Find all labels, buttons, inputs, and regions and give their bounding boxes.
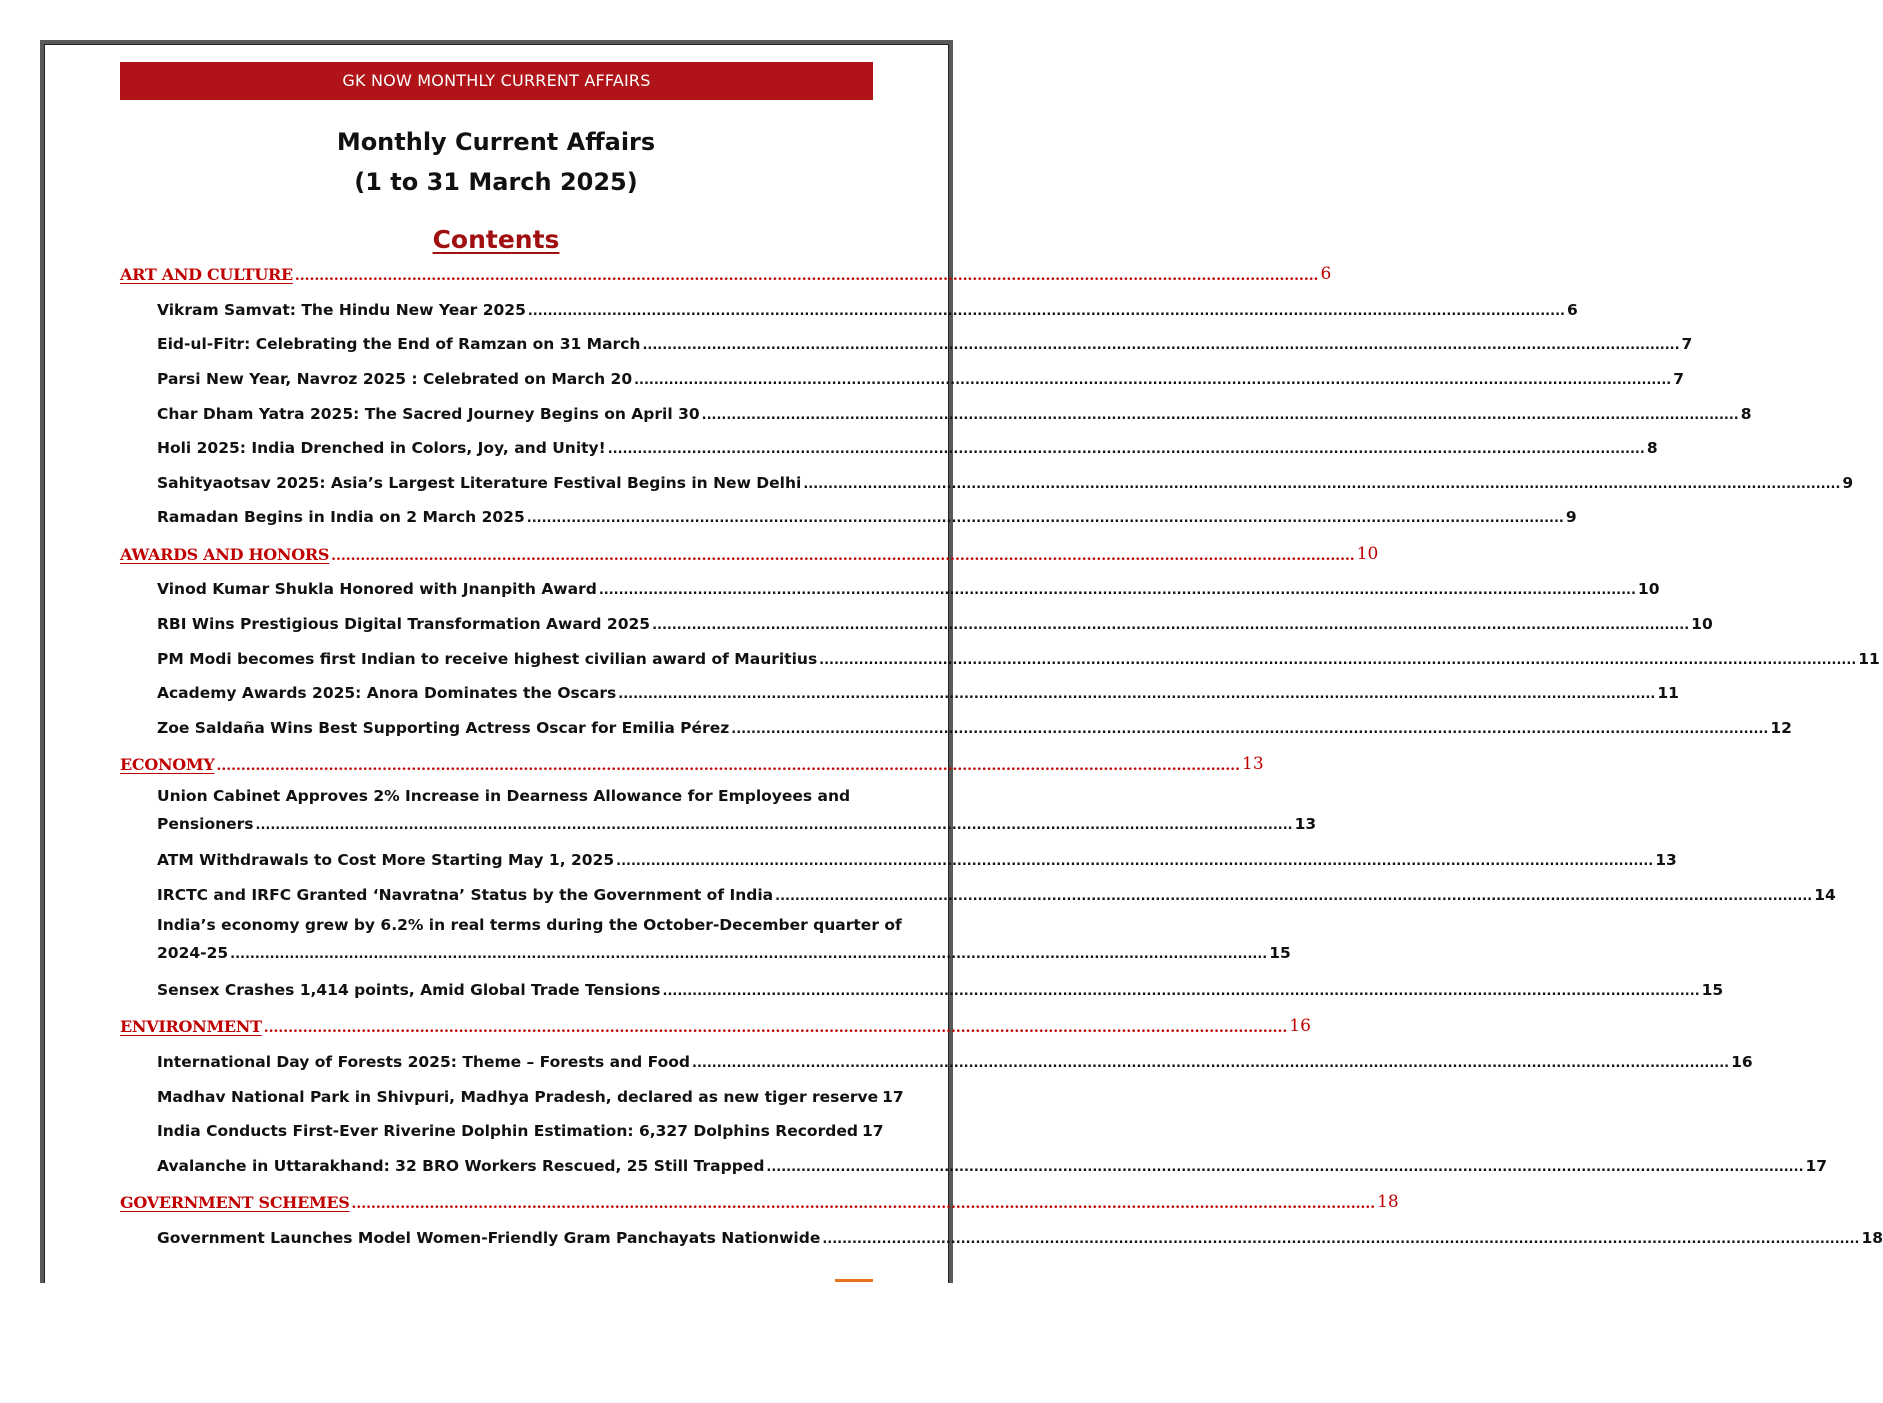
dot-leader: .................................................................................................................................................................................................................. [216, 758, 1241, 774]
toc-entry[interactable] [157, 1049, 1753, 1071]
toc-entry-title: RBI Wins Prestigious Digital Transformation Award 2025 [157, 615, 651, 633]
toc-entry[interactable] [157, 331, 1693, 353]
toc-entry-title: Holi 2025: India Drenched in Colors, Joy, and Unity! [157, 439, 606, 457]
toc-entry-title-line1: India’s economy grew by 6.2% in real terms during the October-December quarter of [157, 916, 902, 934]
dot-leader: .................................................................................................................................................................................................................. [766, 1160, 1804, 1175]
dot-leader: .................................................................................................................................................................................................................. [607, 442, 1645, 457]
dot-leader: .................................................................................................................................................................................................................. [263, 1020, 1288, 1036]
toc-page-number: 15 [1701, 981, 1724, 999]
toc-entry[interactable] [157, 882, 1836, 904]
dot-leader: .................................................................................................................................................................................................................. [255, 818, 1293, 833]
toc-page-number: 16 [1289, 1016, 1311, 1036]
toc-entry[interactable] [157, 847, 1677, 869]
dot-leader: .................................................................................................................................................................................................................. [701, 408, 1739, 423]
toc-entry[interactable] [157, 366, 1684, 388]
dot-leader: .................................................................................................................................................................................................................. [662, 984, 1700, 999]
dot-leader: .................................................................................................................................................................................................................. [803, 477, 1841, 492]
footer-accent-line [835, 1279, 873, 1282]
toc-entry-title: Zoe Saldaña Wins Best Supporting Actress Oscar for Emilia Pérez [157, 719, 730, 737]
dot-leader: .................................................................................................................................................................................................................. [822, 1232, 1860, 1247]
toc-page-number: 11 [1657, 684, 1679, 702]
toc-entry-title-line2: Pensioners [157, 815, 254, 833]
toc-entry[interactable] [157, 715, 1792, 737]
toc-page-number: 8 [1646, 439, 1658, 457]
toc-section-title: ECONOMY [120, 755, 215, 774]
dot-leader: .................................................................................................................................................................................................................. [527, 304, 1565, 319]
toc-entry[interactable] [157, 611, 1713, 633]
contents-heading: Contents [432, 225, 560, 254]
toc-section-title: AWARDS AND HONORS [120, 545, 330, 564]
dot-leader: .................................................................................................................................................................................................................. [692, 1056, 1730, 1071]
toc-entry-title: Academy Awards 2025: Anora Dominates the Oscars [157, 684, 617, 702]
toc-entry-title: Vikram Samvat: The Hindu New Year 2025 [157, 301, 526, 319]
toc-page-number: 9 [1842, 474, 1854, 492]
dot-leader: .................................................................................................................................................................................................................. [618, 687, 1656, 702]
toc-page-number: 17 [861, 1122, 884, 1140]
toc-entry[interactable] [157, 576, 1660, 598]
toc-entry[interactable] [157, 504, 1577, 526]
toc-entry[interactable] [157, 297, 1578, 319]
dot-leader: .................................................................................................................................................................................................................. [526, 511, 1564, 526]
toc-section-title: ART AND CULTURE [120, 265, 293, 284]
toc-entry[interactable] [157, 435, 1658, 457]
dot-leader: .................................................................................................................................................................................................................. [731, 722, 1769, 737]
toc-page-number: 10 [1356, 544, 1379, 564]
toc-page-number: 11 [1858, 650, 1880, 668]
dot-leader: .................................................................................................................................................................................................................. [616, 854, 1654, 869]
toc-entry-title: Parsi New Year, Navroz 2025 : Celebrated on March 20 [157, 370, 633, 388]
toc-entry[interactable] [157, 1118, 884, 1140]
toc-page-number: 18 [1861, 1229, 1883, 1247]
toc-entry-title: Sensex Crashes 1,414 points, Amid Global Trade Tensions [157, 981, 661, 999]
toc-entry-title: India Conducts First-Ever Riverine Dolphin Estimation: 6,327 Dolphins Recorded [157, 1122, 858, 1140]
header-band: GK NOW MONTHLY CURRENT AFFAIRS [120, 62, 873, 100]
dot-leader: .................................................................................................................................................................................................................. [775, 889, 1813, 904]
toc-page-number: 10 [1691, 615, 1713, 633]
toc-entry[interactable] [157, 977, 1724, 999]
toc-entry-title: Vinod Kumar Shukla Honored with Jnanpith Award [157, 580, 597, 598]
toc-section-awards-and-honors[interactable] [120, 542, 1379, 564]
toc-page-number: 12 [1770, 719, 1792, 737]
toc-entry-title: Madhav National Park in Shivpuri, Madhya Pradesh, declared as new tiger reserve [157, 1088, 879, 1106]
toc-entry-title-line1: Union Cabinet Approves 2% Increase in Dearness Allowance for Employees and [157, 787, 851, 805]
dot-leader: .................................................................................................................................................................................................................. [331, 548, 1355, 564]
toc-entry-title: Government Launches Model Women-Friendly Gram Panchayats Nationwide [157, 1229, 821, 1247]
document-date-range: (1 to 31 March 2025) [354, 168, 638, 196]
dot-leader: .................................................................................................................................................................................................................. [642, 338, 1680, 353]
toc-entry-title: Eid-ul-Fitr: Celebrating the End of Ramzan on 31 March [157, 335, 641, 353]
toc-page-number: 14 [1814, 886, 1836, 904]
toc-entry[interactable] [157, 1084, 904, 1106]
dot-leader: .................................................................................................................................................................................................................. [634, 373, 1672, 388]
dot-leader: .................................................................................................................................................................................................................. [230, 947, 1268, 962]
toc-entry-title: Sahityaotsav 2025: Asia’s Largest Literature Festival Begins in New Delhi [157, 474, 802, 492]
toc-section-title: GOVERNMENT SCHEMES [120, 1193, 350, 1212]
toc-page-number: 17 [1805, 1157, 1828, 1175]
toc-page-number: 13 [1242, 754, 1264, 774]
toc-entry[interactable] [157, 916, 1291, 962]
toc-section-art-and-culture[interactable] [120, 262, 1332, 284]
dot-leader: .................................................................................................................................................................................................................. [294, 268, 1319, 284]
toc-entry-title: PM Modi becomes first Indian to receive highest civilian award of Mauritius [157, 650, 818, 668]
toc-page-number: 7 [1681, 335, 1693, 353]
toc-page-number: 10 [1637, 580, 1660, 598]
toc-page-number: 13 [1294, 815, 1317, 833]
toc-entry-title: Ramadan Begins in India on 2 March 2025 [157, 508, 525, 526]
toc-entry-title: Char Dham Yatra 2025: The Sacred Journey Begins on April 30 [157, 405, 700, 423]
toc-page-number: 16 [1731, 1053, 1753, 1071]
toc-page-number: 8 [1740, 405, 1752, 423]
toc-section-economy[interactable] [120, 752, 1264, 774]
toc-entry[interactable] [157, 1225, 1883, 1247]
toc-page-number: 17 [882, 1088, 904, 1106]
dot-leader: .................................................................................................................................................................................................................. [598, 583, 1636, 598]
toc-section-title: ENVIRONMENT [120, 1017, 262, 1036]
toc-entry-title: IRCTC and IRFC Granted ‘Navratna’ Status by the Government of India [157, 886, 774, 904]
toc-section-environment[interactable] [120, 1014, 1311, 1036]
toc-entry-title: ATM Withdrawals to Cost More Starting May 1, 2025 [157, 851, 615, 869]
toc-page-number: 6 [1566, 301, 1578, 319]
toc-entry-title: Avalanche in Uttarakhand: 32 BRO Workers Rescued, 25 Still Trapped [157, 1157, 765, 1175]
toc-section-government-schemes[interactable] [120, 1190, 1399, 1212]
dot-leader: .................................................................................................................................................................................................................. [351, 1196, 1376, 1212]
document-title: Monthly Current Affairs [336, 128, 656, 156]
toc-page-number: 18 [1377, 1192, 1399, 1212]
toc-page-number: 6 [1320, 264, 1332, 284]
toc-entry[interactable] [157, 646, 1880, 668]
toc-entry[interactable] [157, 680, 1679, 702]
toc-entry[interactable] [157, 401, 1752, 423]
toc-page-number: 13 [1655, 851, 1677, 869]
dot-leader: .................................................................................................................................................................................................................. [652, 618, 1690, 633]
toc-entry[interactable] [157, 1153, 1828, 1175]
dot-leader: .................................................................................................................................................................................................................. [819, 653, 1857, 668]
toc-page-number: 9 [1565, 508, 1577, 526]
toc-entry-title: International Day of Forests 2025: Theme – Forests and Food [157, 1053, 691, 1071]
toc-entry[interactable] [157, 787, 1317, 833]
toc-page-number: 7 [1673, 370, 1684, 388]
toc-entry-title-line2: 2024-25 [157, 944, 229, 962]
toc-page-number: 15 [1269, 944, 1291, 962]
toc-entry[interactable] [157, 470, 1854, 492]
page-bottom-cut [36, 1283, 958, 1323]
